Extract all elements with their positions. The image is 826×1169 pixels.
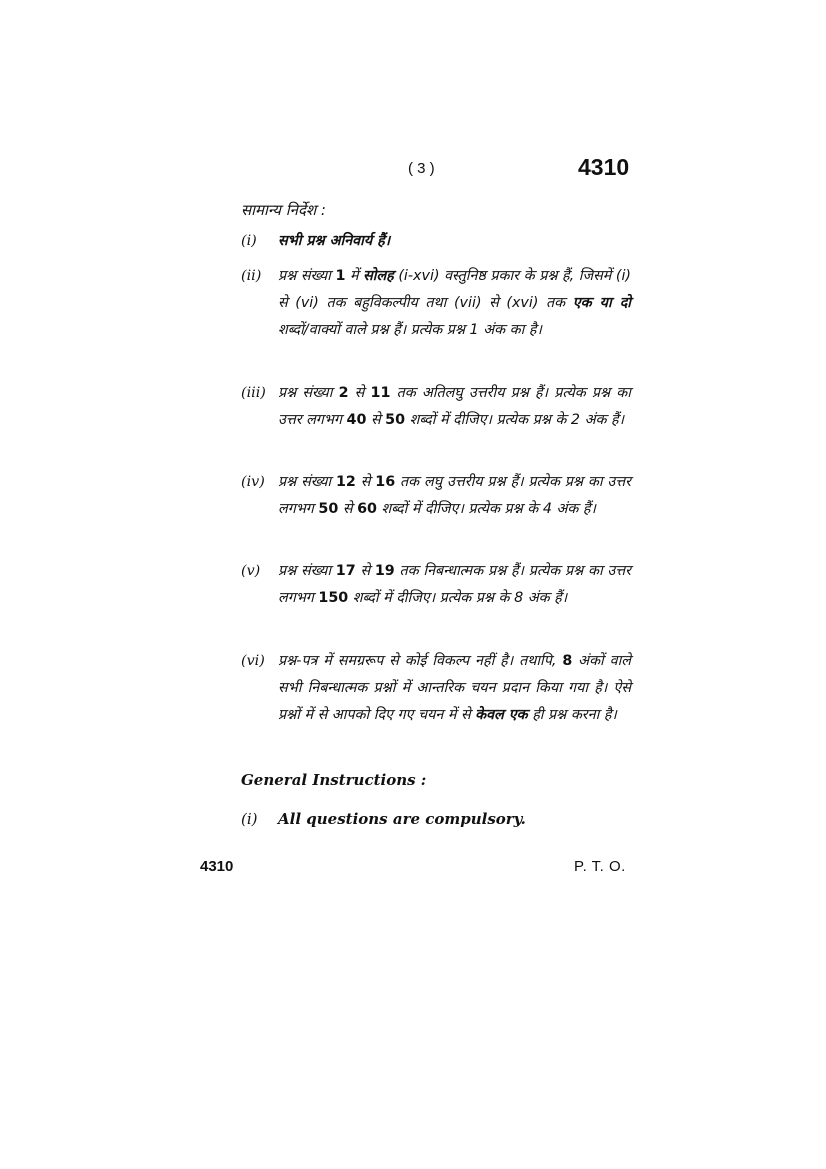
item-text: प्रश्न संख्या 17 से 19 तक निबन्धात्मक प्रश्न हैं। प्रत्येक प्रश्न का उत्तर लगभग 150 शब्दों में दीजिए। प्रत्येक प्रश्न के 8 अंक हैं।	[278, 563, 631, 606]
item-number: (i)	[241, 810, 258, 828]
hindi-instruction-item	[241, 648, 631, 729]
item-text: All questions are compulsory.	[278, 810, 526, 828]
item-number: (ii)	[241, 268, 262, 284]
item-text: प्रश्न संख्या 12 से 16 तक लघु उत्तरीय प्रश्न हैं। प्रत्येक प्रश्न का उत्तर लगभग 50 से 60 शब्दों में दीजिए। प्रत्येक प्रश्न के 4 अंक हैं।	[278, 474, 631, 517]
english-instruction-item	[241, 810, 526, 828]
hindi-instruction-item	[241, 263, 631, 344]
item-number: (iii)	[241, 385, 266, 401]
item-number: (i)	[241, 233, 257, 249]
hindi-instruction-item	[241, 558, 631, 612]
item-text: सभी प्रश्न अनिवार्य हैं।	[278, 233, 391, 249]
hindi-instructions-heading: सामान्य निर्देश :	[241, 201, 326, 219]
item-number: (iv)	[241, 474, 265, 490]
english-instructions-heading: General Instructions :	[241, 771, 427, 789]
item-text: प्रश्न-पत्र में समग्ररूप से कोई विकल्प नहीं है। तथापि, 8 अंकों वाले सभी निबन्धात्मक प्रश्नों में आन्तरिक चयन प्रदान किया गया है। ऐसे प्रश्नों में से आपको दिए गए चयन में से केवल एक ही प्रश्न करना है।	[278, 653, 631, 723]
hindi-instruction-item	[241, 469, 631, 523]
paper-code-footer: 4310	[200, 858, 234, 875]
hindi-instruction-item	[241, 228, 631, 255]
pto-label: P. T. O.	[574, 858, 626, 875]
paper-code-top: 4310	[578, 154, 630, 180]
item-number: (v)	[241, 563, 261, 579]
page-number: ( 3 )	[408, 160, 435, 177]
item-text: प्रश्न संख्या 1 में सोलह (i-xvi) वस्तुनिष्ठ प्रकार के प्रश्न हैं, जिसमें (i) से (vi) तक बहुविकल्पीय तथा (vii) से (xvi) तक एक या दो शब्दों/वाक्यों वाले प्रश्न हैं। प्रत्येक प्रश्न 1 अंक का है।	[278, 268, 631, 338]
item-number: (vi)	[241, 653, 265, 669]
item-text: प्रश्न संख्या 2 से 11 तक अतिलघु उत्तरीय प्रश्न हैं। प्रत्येक प्रश्न का उत्तर लगभग 40 से 50 शब्दों में दीजिए। प्रत्येक प्रश्न के 2 अंक हैं।	[278, 385, 631, 428]
hindi-instruction-item	[241, 380, 631, 434]
